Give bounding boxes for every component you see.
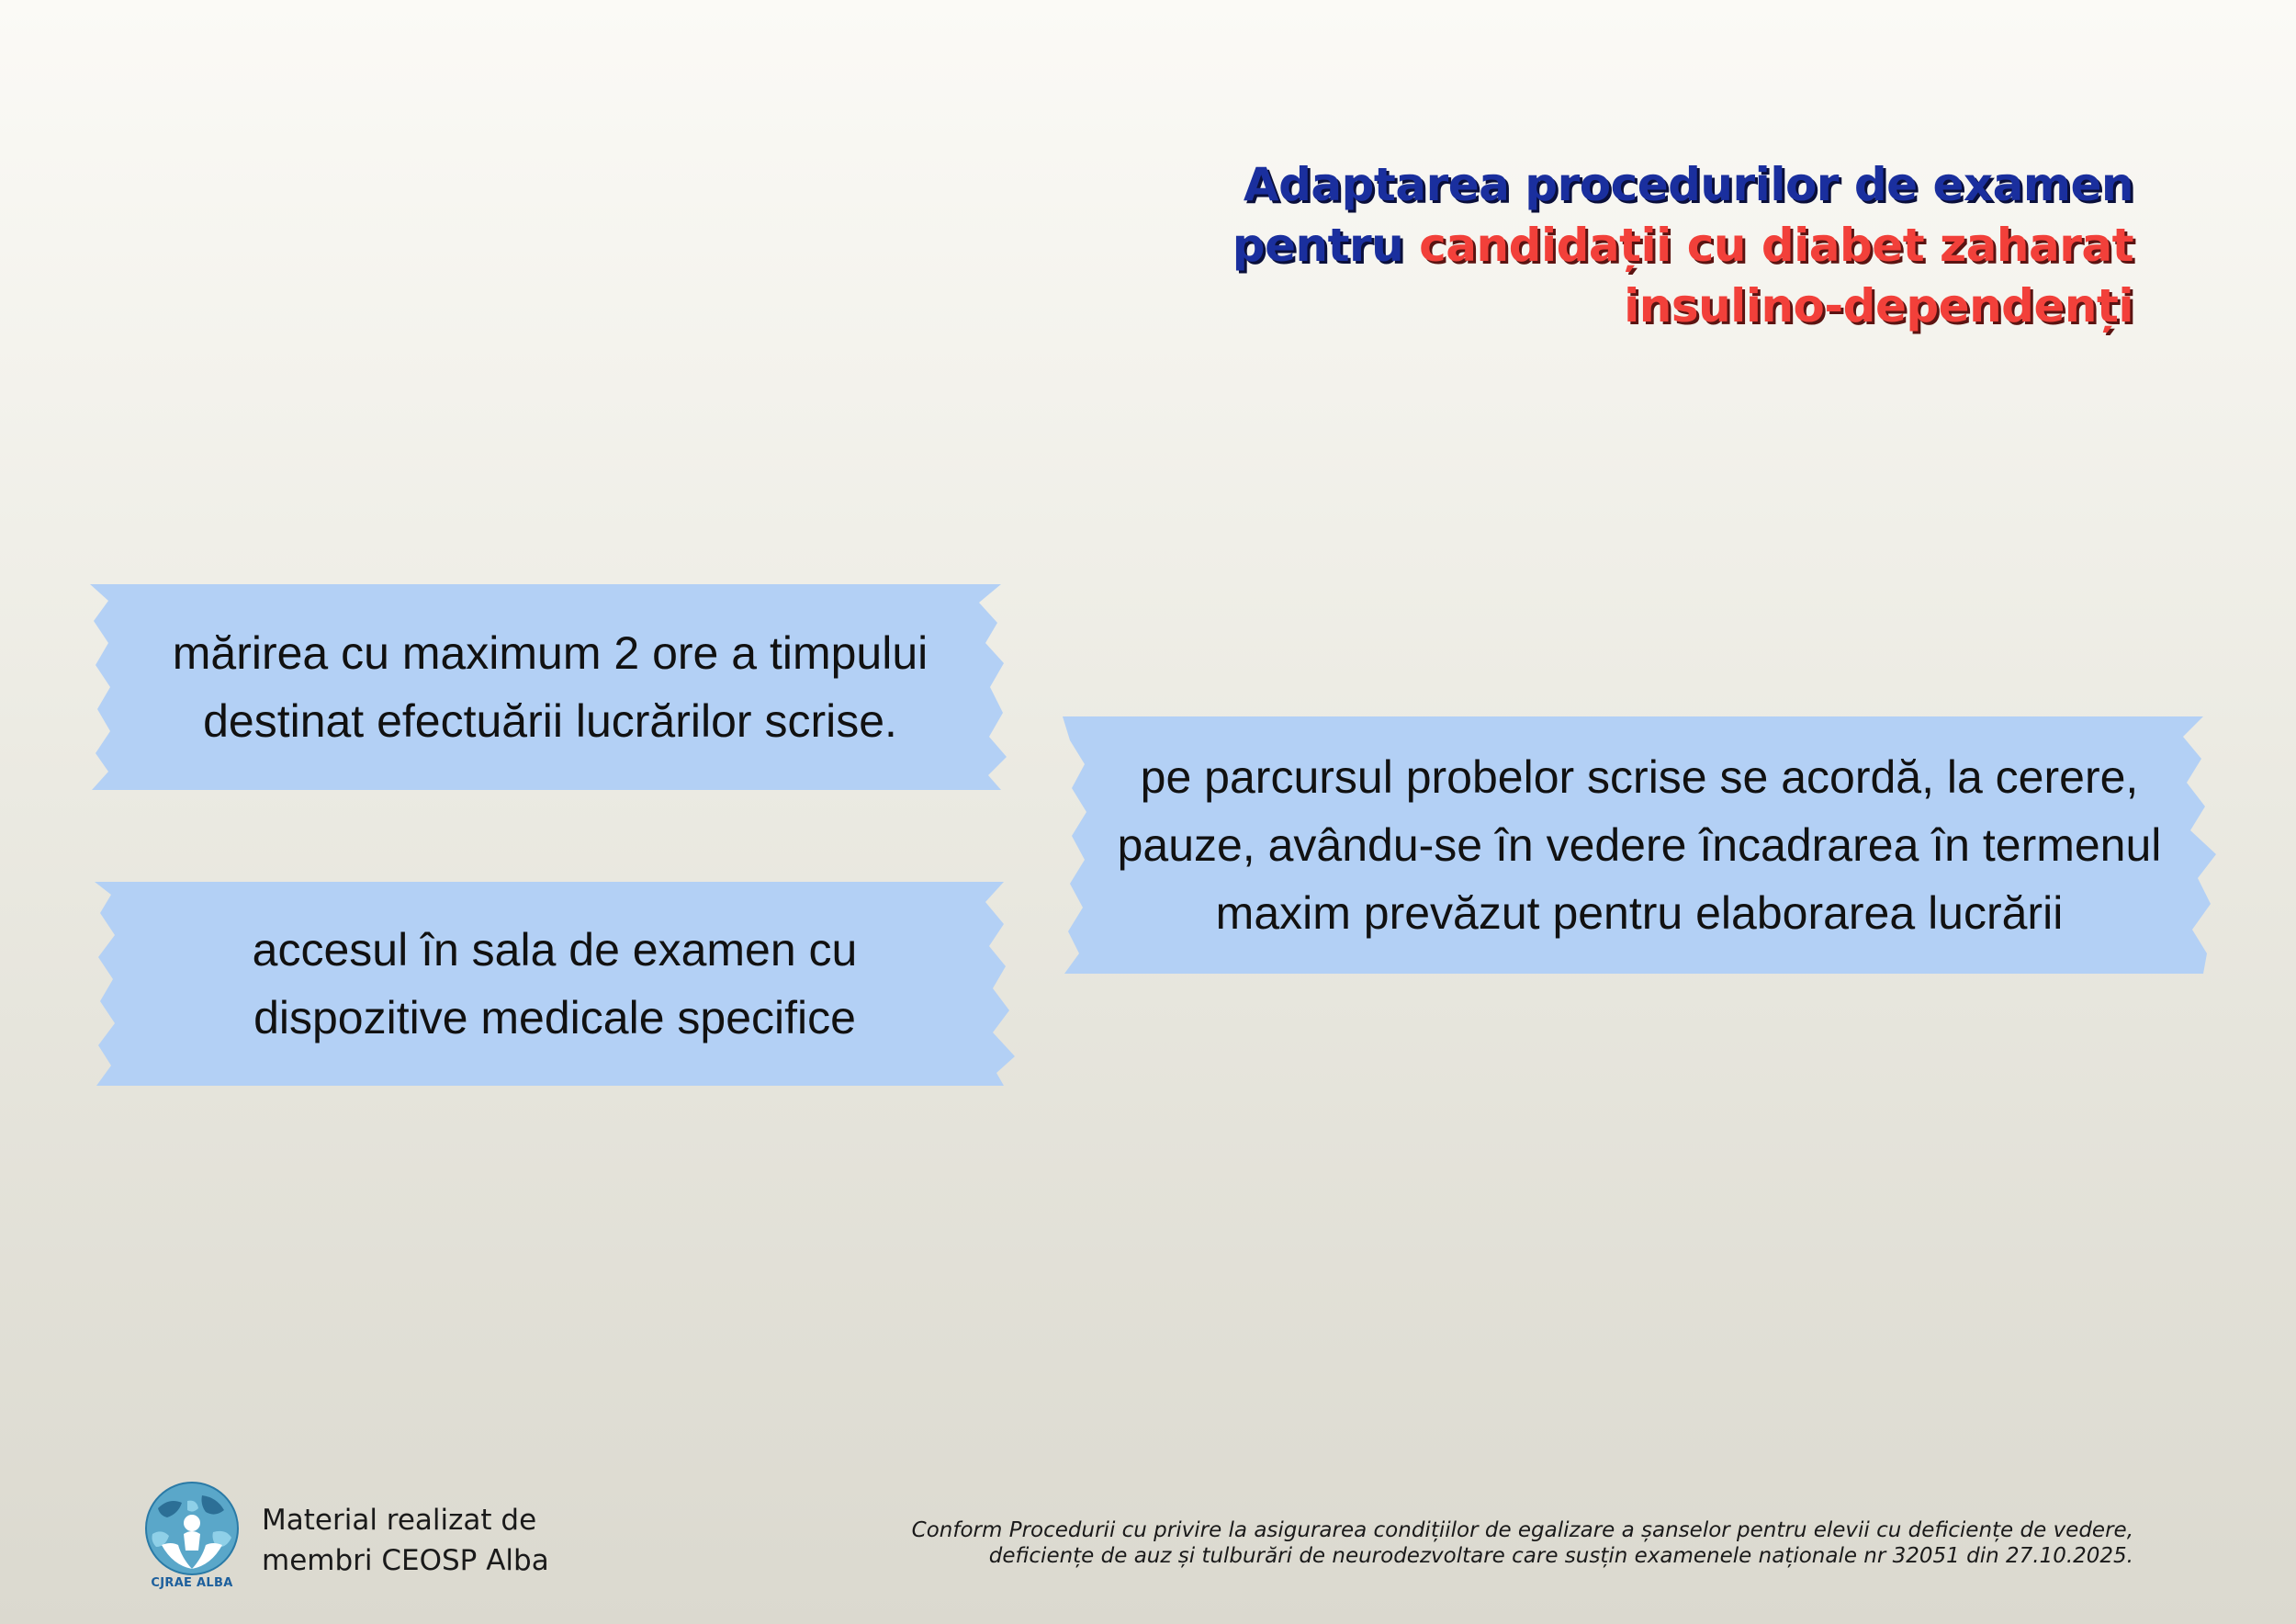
- cjrae-alba-logo: [141, 1481, 242, 1600]
- title-line-3: insulino-dependenți: [1624, 279, 2133, 333]
- tape-label-medical-devices: [95, 882, 1015, 1086]
- tape-label-breaks: [1063, 716, 2216, 974]
- title-line-2: pentru candidații cu diabet zaharat: [1232, 219, 2133, 272]
- logo-caption: CJRAE ALBA: [151, 1576, 233, 1590]
- source-reference: Conform Procedurii cu privire la asigurarea condițiilor de egalizare a șanselor pentru elevii cu deficiențe de vedere, deficiențe de auz și tulburări de neurodezvoltare care susțin examenele naționale nr 32051 din 27.10.2025.: [911, 1518, 2133, 1568]
- tape-text: pe parcursul probelor scrise se acordă, la cerere, pauze, avându-se în vedere încadrarea în termenul maxim prevăzut pentru elaborarea lucrării: [1117, 751, 2162, 939]
- page-title: [1031, 154, 2133, 336]
- tape-label-extended-time: [90, 584, 1010, 790]
- tape-text: mărirea cu maximum 2 ore a timpului destinat efectuării lucrărilor scrise.: [172, 627, 929, 747]
- tape-text: accesul în sala de examen cu dispozitive medicale specifice: [252, 924, 858, 1043]
- credit-text: Material realizat de membri CEOSP Alba: [262, 1504, 549, 1577]
- globe-hands-icon: [141, 1481, 242, 1576]
- title-line-1: Adaptarea procedurilor de examen: [1243, 158, 2133, 211]
